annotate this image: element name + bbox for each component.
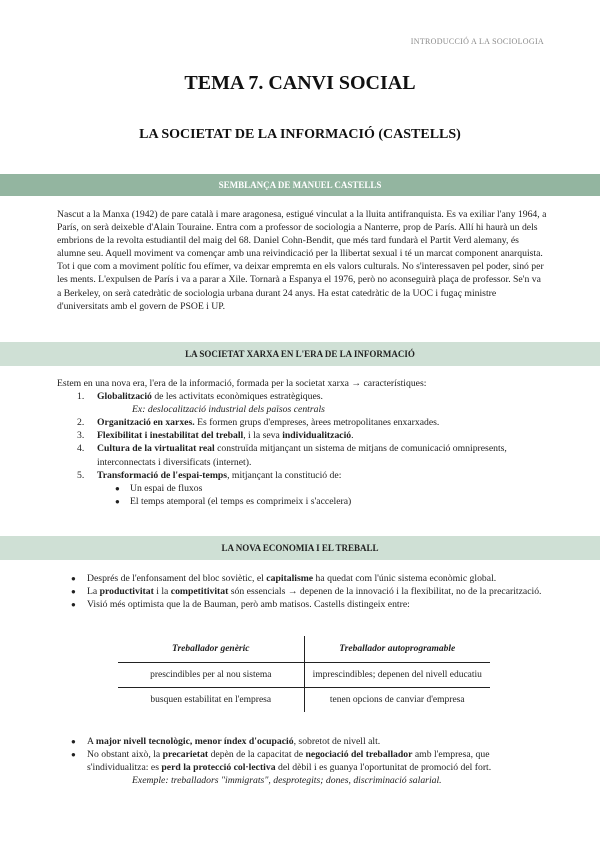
bullet-item: ● Visió més optimista que la de Bauman, però amb matisos. Castells distingeix entre:: [71, 599, 410, 611]
list-item: 1. Globalització de les activitats econòmiques estratègiques.: [77, 391, 323, 403]
bullet-icon: ●: [115, 496, 120, 506]
bullet-icon: ●: [71, 587, 76, 597]
bullet-icon: ●: [71, 600, 76, 610]
sub-list-item: ● El temps atemporal (el temps es comprimeix i s'accelera): [115, 495, 352, 507]
table-header: Treballador genèric: [118, 636, 304, 663]
bullet-icon: ●: [71, 574, 76, 583]
bullet-icon: ●: [115, 483, 120, 493]
list-item: 3. Flexibilitat i inestabilitat del treball, i la seva individualització.: [77, 430, 354, 442]
bullet-item: ● La productivitat i la competitivitat són essencials → depenen de la innovació i la flexibilitat, no de la precarització.: [71, 586, 542, 598]
table-row: [118, 688, 490, 713]
table-row: [118, 663, 490, 688]
page-subtitle: LA SOCIETAT DE LA INFORMACIÓ (CASTELLS): [139, 127, 461, 142]
table-cell: busquen estabilitat en l'empresa: [118, 688, 304, 713]
table-cell: imprescindibles; depenen del nivell educatiu: [304, 663, 490, 688]
table-header: Treballador autoprogramable: [304, 636, 490, 663]
page-title: TEMA 7. CANVI SOCIAL: [184, 72, 416, 94]
table-cell: prescindibles per al nou sistema: [118, 663, 304, 688]
example-text: Ex: deslocalització industrial dels països centrals: [132, 404, 325, 416]
nova-economia-bullets-top: [57, 572, 547, 611]
biography-paragraph: Nascut a la Manxa (1942) de pare català i mare aragonesa, estigué vinculat a la lluita antifranquista. Es va exiliar l'any 1964, a París, on serà deixeble d'Alain Touraine. Entra com a professor de sociologia a Nanterre, prop de París. Allí hi haurà un dels embrions de la revolta estudiantil del maig del 68. Daniel Cohn-Bendit, que més tard fundarà el Partit Verd alemany, és alumne seu. Aquell moviment va començar amb una reivindicació per la llibertat sexual i té un marcat component anarquista. Tot i que com a moviment polític fou efímer, va deixar empremta en els valors culturals. No s'interessaven pel poder, sinó per les ments. L'expulsen de París i va a parar a Xile. Tornarà a Espanya el 1976, però no aconseguirà plaça de professor. Se'n va a Berkeley, on serà catedràtic de sociologia urbana durant 24 anys. Ha estat catedràtic de la UOC i fugaç ministre d'universitats amb el govern de PSOE i UP.: [57, 209, 547, 312]
intro-text: Estem en una nova era, l'era de la informació, formada per la societat xarxa → característiques:: [57, 378, 427, 389]
list-item: 2. Organització en xarxes. Es formen grups d'empreses, àrees metropolitanes enxarxades.: [77, 417, 440, 429]
bullet-icon: ●: [71, 737, 76, 746]
bullet-item: ● A major nivell tecnològic, menor índex d'ocupació, sobretot de nivell alt.: [71, 736, 381, 747]
bullet-icon: ●: [71, 750, 76, 760]
list-item: 5. Transformació de l'espai-temps, mitjançant la constitució de:: [77, 469, 342, 481]
example-text: Exemple: treballadors "immigrats", desprotegits; dones, discriminació salarial.: [132, 775, 442, 787]
running-header: INTRODUCCIÓ A LA SOCIOLOGIA: [410, 37, 544, 46]
list-item: 4. Cultura de la virtualitat real construïda mitjançant un sistema de mitjans de comunicació omnipresents, interconnectats i diversificats (internet).: [77, 443, 507, 468]
worker-types-table: [118, 636, 490, 712]
table-cell: tenen opcions de canviar d'empresa: [329, 695, 465, 705]
nova-economia-bullets-bottom: [57, 735, 547, 787]
section-heading-castells: SEMBLANÇA DE MANUEL CASTELLS: [0, 174, 600, 196]
sub-list-item: ● Un espai de fluxos: [115, 482, 203, 494]
bullet-item: ● Després de l'enfonsament del bloc soviètic, el capitalisme ha quedat com l'únic sistema econòmic global.: [71, 573, 497, 584]
table-header-row: [118, 636, 490, 663]
societat-xarxa-content: [57, 377, 547, 508]
section-heading-societat-xarxa: LA SOCIETAT XARXA EN L'ERA DE LA INFORMACIÓ: [0, 342, 600, 366]
section-heading-nova-economia: LA NOVA ECONOMIA I EL TREBALL: [0, 536, 600, 560]
bullet-item: ● No obstant això, la precarietat depèn de la capacitat de negociació del treballador amb l'empresa, que s'individualitza: es perd la protecció col·lectiva del dèbil i es guanya l'oportunitat de promoció del fort.: [71, 749, 492, 774]
